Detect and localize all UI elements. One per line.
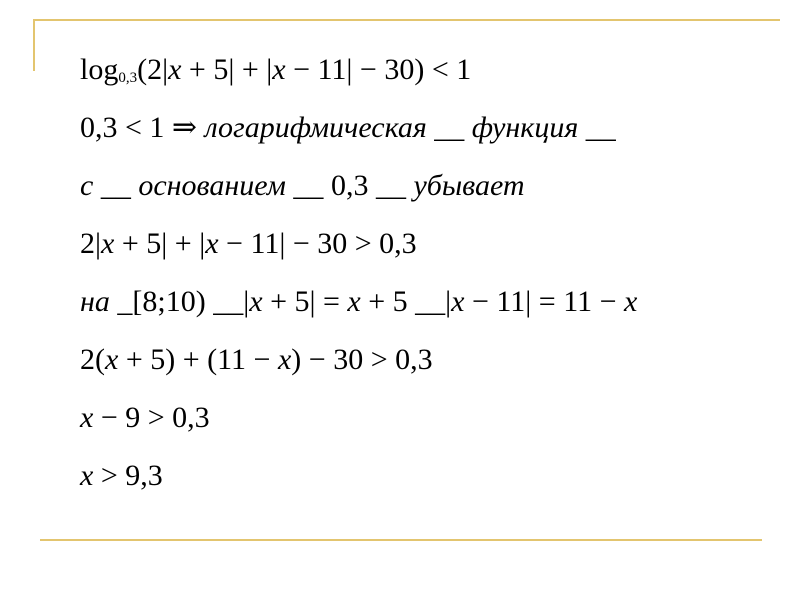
- log-inequality-line: $\log_{0,3}(2|x + 5| + |x - 11| - 30) < 1$: [80, 53, 472, 86]
- interval-modulus-line: на _[8;10) __|x + 5| = x + 5 __|x − 11| = 11 − x: [80, 285, 638, 318]
- math-solution: [80, 48, 770, 512]
- slide-bottom-divider: [40, 539, 762, 541]
- expanded-inequality-line: 2(x + 5) + (11 − x) − 30 > 0,3: [80, 343, 433, 376]
- base-comparison-line: 0,3 < 1 ⇒ логарифмическая __ функция __: [80, 111, 616, 144]
- decreasing-function-line: с __ основанием __ 0,3 __ убывает: [80, 169, 525, 202]
- transformed-inequality-line: 2|x + 5| + |x − 11| − 30 > 0,3: [80, 227, 417, 260]
- slide-frame-left-border: [33, 19, 35, 71]
- simplified-inequality-line: x − 9 > 0,3: [80, 401, 210, 434]
- slide-frame-top-border: [33, 19, 780, 21]
- solution-line: x > 9,3: [80, 459, 163, 492]
